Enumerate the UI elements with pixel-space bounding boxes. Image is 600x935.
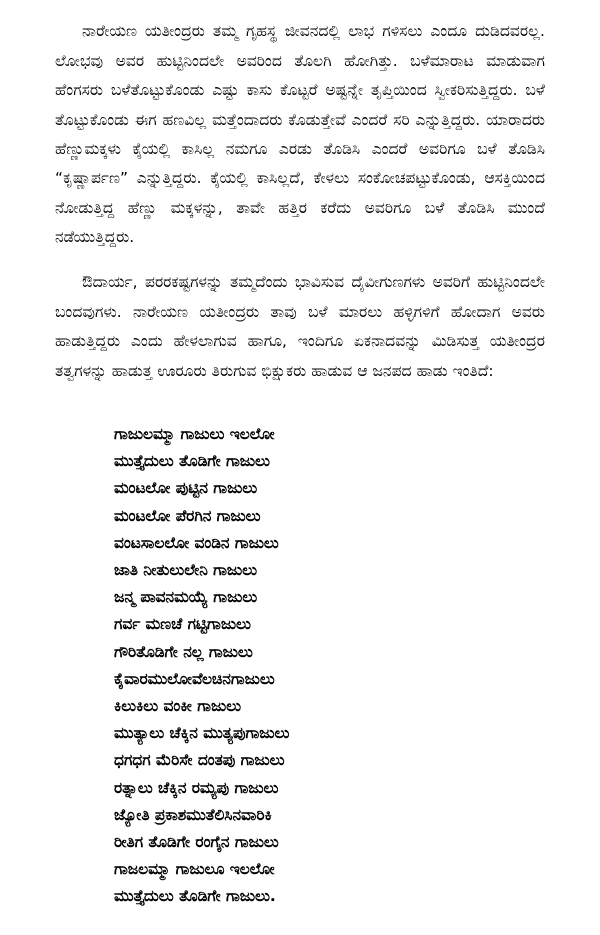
paragraph-bangle-selling: ನಾರೇಯಣ ಯತೀಂದ್ರರು ತಮ್ಮ ಗೃಹಸ್ಥ ಜೀವನದಲ್ಲಿ ಲಾಭ ಗಳಿಸಲು ಎಂದೂ ದುಡಿದವರಲ್ಲ. ಲೋಭವು ಅವರ ಹುಟ್ಟಿನಿಂದಲೇ ಅವರಿಂದ ತೊಲಗಿ ಹೋಗಿತ್ತು. ಬಳೆಮಾರಾಟ ಮಾಡುವಾಗ ಹೆಂಗಸರು ಬಳೆತೊಟ್ಟುಕೊಂಡು ಎಷ್ಟು ಕಾಸು ಕೊಟ್ಟರೆ ಅಷ್ಟನ್ನೇ ತೃಪ್ತಿಯಿಂದ ಸ್ವೀಕರಿಸುತ್ತಿದ್ದರು. ಬಳೆ ತೊಟ್ಟುಕೊಂಡು ಈಗ ಹಣವಿಲ್ಲ ಮತ್ತೆಂದಾದರು ಕೊಡುತ್ತೇವೆ ಎಂದರೆ ಸರಿ ಎನ್ನುತ್ತಿದ್ದರು. ಯಾರಾದರು ಹೆಣ್ಣುಮಕ್ಕಳು ಕೈಯಲ್ಲಿ ಕಾಸಿಲ್ಲ ನಮಗೂ ಎರಡು ತೊಡಿಸಿ ಎಂದರೆ ಅವರಿಗೂ ಬಳೆ ತೊಡಿಸಿ “ಕೃಷ್ಣಾರ್ಪಣ” ಎನ್ನುತ್ತಿದ್ದರು. ಕೈಯಲ್ಲಿ ಕಾಸಿಲ್ಲದೆ, ಕೇಳಲು ಸಂಕೋಚಪಟ್ಟುಕೊಂಡು, ಆಸಕ್ತಿಯಿಂದ ನೋಡುತ್ತಿದ್ದ ಹೆಣ್ಣು ಮಕ್ಕಳನ್ನು, ತಾವೇ ಹತ್ತಿರ ಕರೆದು ಅವರಿಗೂ ಬಳೆ ತೊಡಿಸಿ ಮುಂದೆ ನಡೆಯುತ್ತಿದ್ದರು.: [55, 22, 545, 247]
verse-line: ಧಗಧಗ ಮೆರಿಸೇ ದಂತಪು ಗಾಜುಲು: [114, 751, 285, 770]
verse-line: ಜಾತಿ ನೀತುಲುಲೇನಿ ಗಾಜುಲು: [114, 561, 257, 580]
verse-line: ಗಾಜಲಮ್ಮಾ ಗಾಜುಲೂ ಇಲಲೋ: [114, 860, 275, 879]
verse-line: ರತ್ನಾಲು ಚೆಕ್ಕಿನ ರಮ್ಯಪು ಗಾಜುಲು: [114, 778, 279, 797]
verse-line: ಮುತ್ಯಾಲು ಚೆಕ್ಕಿನ ಮುತ್ಯಪುಗಾಜುಲು: [114, 724, 290, 743]
verse-line: ಮಂಟಲೋ ಪುಟ್ಟಿನ ಗಾಜುಲು: [114, 479, 258, 498]
verse-line: ಕೈವಾರಮುಲೋವೆಲಚಿನಗಾಜುಲು: [114, 669, 275, 688]
verse-line: ಮುತ್ತೈದುಲು ತೊಡಿಗೇ ಗಾಜುಲು: [114, 452, 270, 471]
verse-line: ಗರ್ವ ಮಣಚೆ ಗಟ್ಟಿಗಾಜುಲು: [114, 615, 251, 634]
verse-line: ಗೌರಿತೊಡಿಗೇ ನಲ್ಲ ಗಾಜುಲು: [114, 642, 253, 661]
folk-song-verse: [114, 421, 534, 911]
verse-line: ವಂಟಸಾಲಲೋ ವಂಡಿನ ಗಾಜುಲು: [114, 533, 279, 552]
verse-line: ಜ್ಯೋತಿ ಪ್ರಕಾಶಮುತೆಲಿಸಿನವಾರಿಕಿ: [114, 805, 272, 824]
verse-line: ಮುತ್ತೈದುಲು ತೊಡಿಗೇ ಗಾಜುಲು.: [114, 887, 276, 906]
paragraph-folk-song-intro: ಔದಾರ್ಯ, ಪರರಕಷ್ಟಗಳನ್ನು ತಮ್ಮದೆಂದು ಭಾವಿಸುವ ದೈವೀಗುಣಗಳು ಅವರಿಗೆ ಹುಟ್ಟಿನಿಂದಲೇ ಬಂದವುಗಳು. ನಾರೇಯಣ ಯತೀಂದ್ರರು ತಾವು ಬಳೆ ಮಾರಲು ಹಳ್ಳಿಗಳಿಗೆ ಹೋದಾಗ ಅವರು ಹಾಡುತ್ತಿದ್ದರು ಎಂದು ಹೇಳಲಾಗುವ ಹಾಗೂ, ಇಂದಿಗೂ ಏಕನಾದವನ್ನು ಮಿಡಿಸುತ್ತ ಯತೀಂದ್ರರ ತತ್ವಗಳನ್ನು ಹಾಡುತ್ತ ಊರೂರು ತಿರುಗುವ ಭಿಕ್ಷುಕರು ಹಾಡುವ ಆ ಜನಪದ ಹಾಡು ಇಂತಿದೆ:: [55, 273, 545, 380]
verse-line: ಗಾಜುಲಮ್ಮಾ ಗಾಜುಲು ಇಲಲೋ: [114, 425, 275, 443]
verse-line: ಕಿಲುಕಿಲು ವಂಕೀ ಗಾಜುಲು: [114, 697, 242, 716]
verse-line: ರೀತಿಗ ತೊಡಿಗೇ ರಂಗೈನ ಗಾಜುಲು: [114, 833, 279, 852]
verse-line: ಮಂಟಲೋ ಪೆರಗಿನ ಗಾಜುಲು: [114, 506, 261, 525]
verse-line: ಜನ್ಮ ಪಾವನಮಯ್ಯೆ ಗಾಜುಲು: [114, 588, 258, 607]
